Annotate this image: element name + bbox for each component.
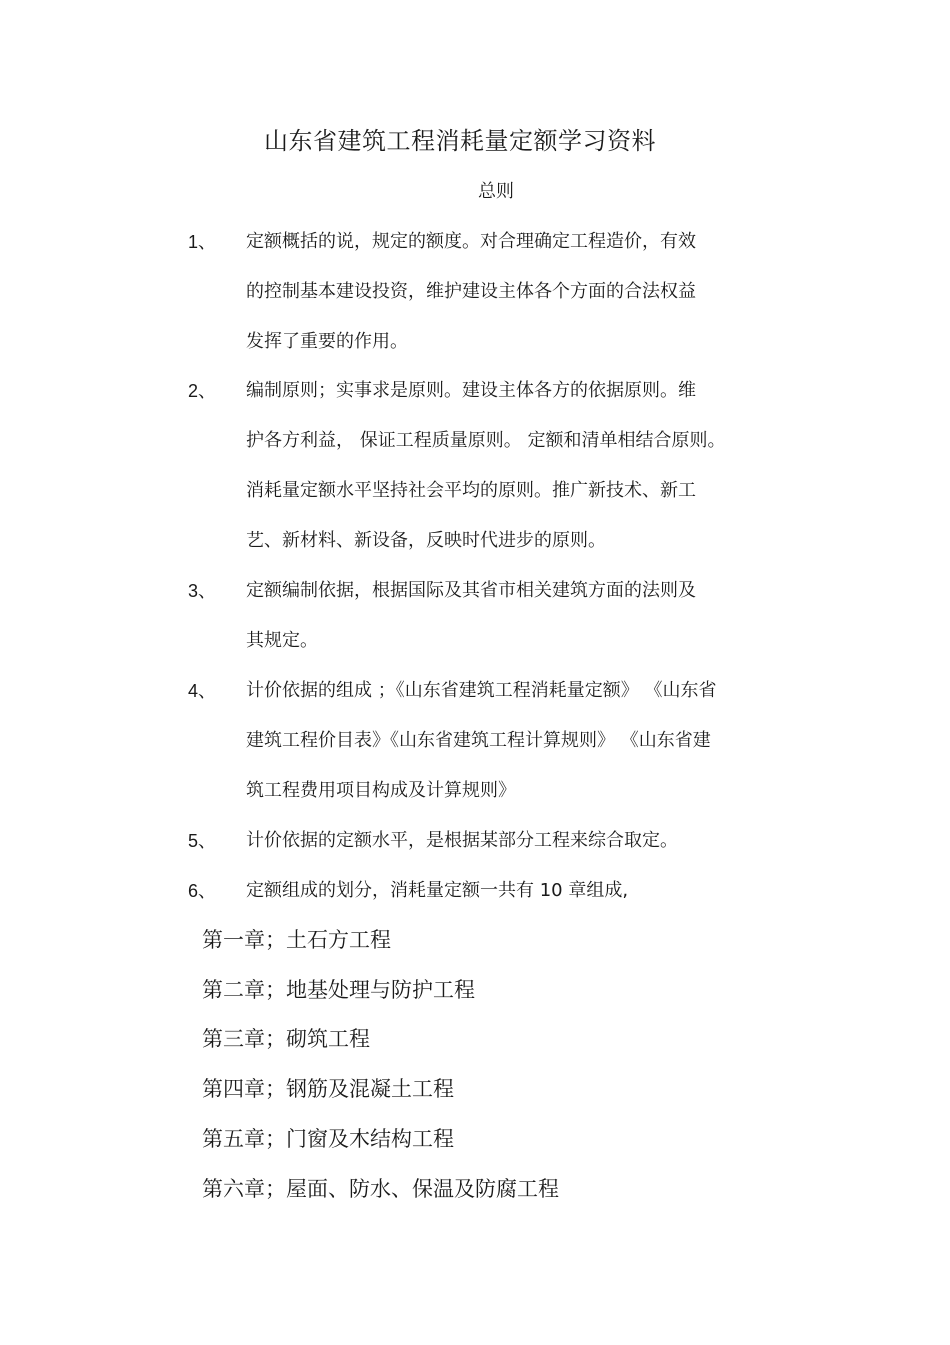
chapter-line: 第五章；门窗及木结构工程 [202,1127,454,1151]
item-line: 定额概括的说，规定的额度。对合理确定工程造价，有效 [246,231,696,252]
item-line: 定额编制依据，根据国际及其省市相关建筑方面的法则及 [246,580,696,601]
item-line: 计价依据的定额水平，是根据某部分工程来综合取定。 [246,830,678,851]
document-title: 山东省建筑工程消耗量定额学习资料 [264,127,656,155]
chapter-line: 第三章；砌筑工程 [202,1027,370,1051]
item-text [246,816,806,866]
section-heading: 总则 [478,181,514,202]
item-text [246,866,806,916]
item-line: 编制原则；实事求是原则。建设主体各方的依据原则。维 [246,380,696,401]
item-line: 发挥了重要的作用。 [246,331,408,352]
item-line: 计价依据的组成 ；《山东省建筑工程消耗量定额》 《山东省 [246,680,717,701]
item-number: 6、 [188,881,217,901]
item-number: 5、 [188,831,217,851]
item-line: 其规定。 [246,630,318,651]
item-number: 1、 [188,232,217,252]
item-text [246,666,806,816]
chapter-line: 第二章；地基处理与防护工程 [202,978,475,1002]
item-number: 4、 [188,681,217,701]
item-text [246,366,806,566]
item-line: 护各方利益， 保证工程质量原则。 定额和清单相结合原则。 [246,430,726,451]
chapter-line: 第一章；土石方工程 [202,928,391,952]
chapter-line: 第四章；钢筋及混凝土工程 [202,1077,454,1101]
item-number: 3、 [188,581,217,601]
item-number: 2、 [188,381,217,401]
chapter-line: 第六章；屋面、防水、保温及防腐工程 [202,1177,559,1201]
item-line: 艺、新材料、新设备，反映时代进步的原则。 [246,530,606,551]
item-text [246,217,806,367]
item-text [246,566,806,666]
item-line: 建筑工程价目表》《山东省建筑工程计算规则》 《山东省建 [246,730,711,751]
item-line: 筑工程费用项目构成及计算规则》 [246,780,516,801]
item-line: 定额组成的划分，消耗量定额一共有 10 章组成, [246,880,629,901]
item-line: 的控制基本建设投资，维护建设主体各个方面的合法权益 [246,281,696,302]
item-line: 消耗量定额水平坚持社会平均的原则。推广新技术、新工 [246,480,696,501]
